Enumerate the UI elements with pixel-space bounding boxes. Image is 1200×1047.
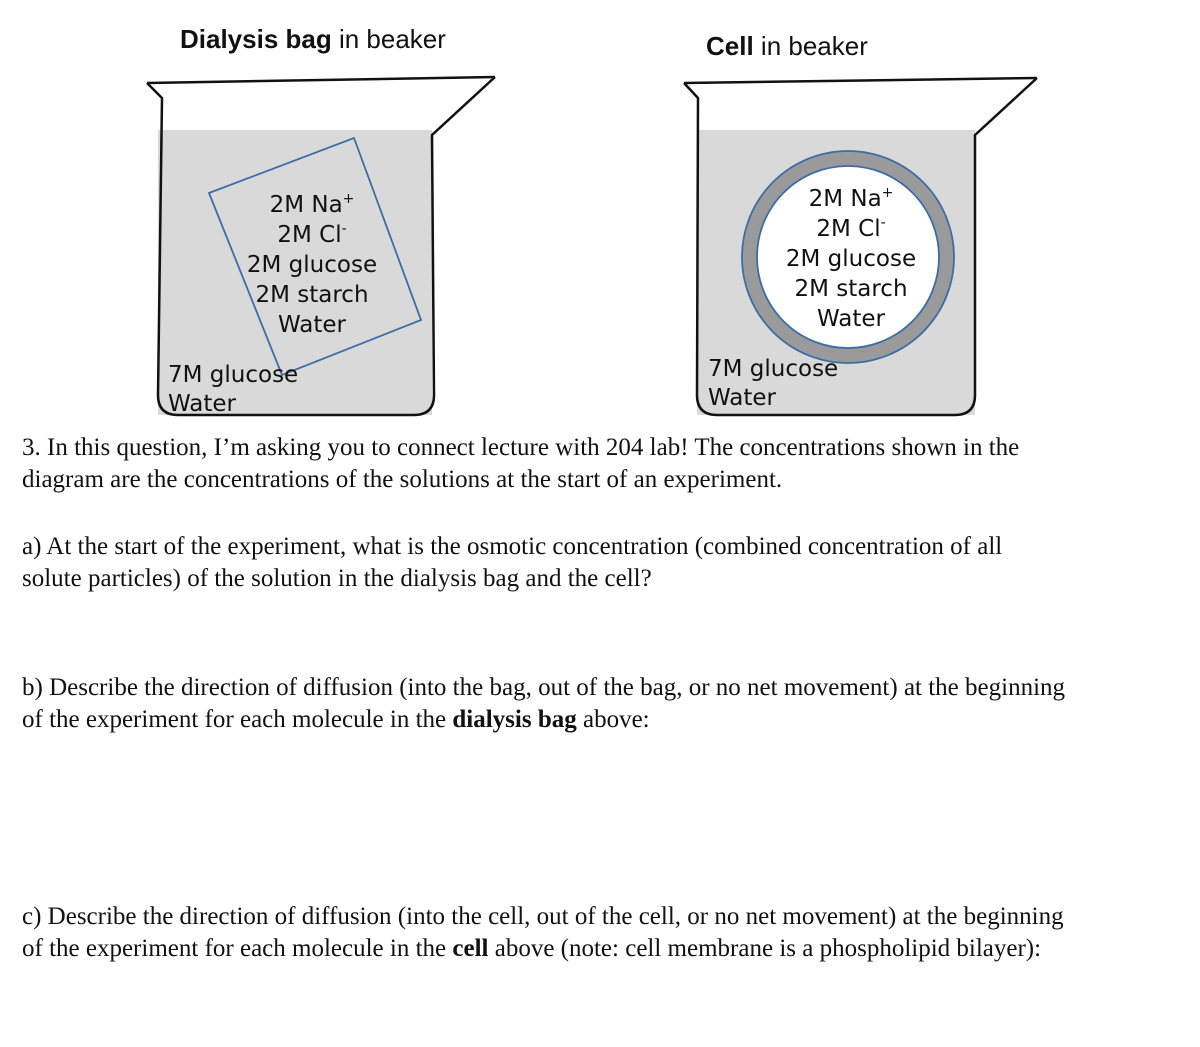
left-beaker-solute-label: 7M glucose bbox=[168, 362, 299, 388]
part-b-line: of the experiment for each molecule in the dialysis bag above: bbox=[22, 706, 650, 733]
right-beaker-water-label: Water bbox=[708, 385, 776, 411]
right-beaker-solute-label: 7M glucose bbox=[708, 356, 839, 382]
beaker-diagram bbox=[0, 0, 1200, 430]
right-diagram-title: Cell in beaker bbox=[706, 31, 868, 61]
cell-content-line: 2M Cl- bbox=[816, 215, 886, 242]
question-part-b bbox=[22, 672, 1182, 736]
bag-content-line: 2M starch bbox=[255, 282, 369, 308]
bag-content-line: 2M Na+ bbox=[269, 191, 355, 218]
left-diagram-title: Dialysis bag in beaker bbox=[180, 24, 446, 54]
part-b-emphasis: dialysis bag bbox=[452, 706, 577, 733]
question-part-c bbox=[22, 901, 1182, 965]
part-a-line: a) At the start of the experiment, what is the osmotic concentration (combined concentration of all bbox=[22, 533, 1003, 560]
part-c-emphasis: cell bbox=[452, 935, 489, 962]
bag-content-line: 2M Cl- bbox=[277, 221, 347, 248]
part-a-line: solute particles) of the solution in the dialysis bag and the cell? bbox=[22, 565, 652, 592]
right-beaker-rim bbox=[684, 78, 1037, 83]
question-part-a bbox=[22, 531, 1182, 595]
left-beaker-water-label: Water bbox=[168, 391, 236, 417]
question-intro-line: diagram are the concentrations of the solutions at the start of an experiment. bbox=[22, 466, 783, 493]
cell-content-line: 2M Na+ bbox=[808, 185, 894, 212]
bag-content-line: 2M glucose bbox=[246, 252, 378, 278]
part-b-line: b) Describe the direction of diffusion (into the bag, out of the bag, or no net movement) at the beginning bbox=[22, 674, 1066, 701]
bag-content-line: Water bbox=[278, 312, 346, 338]
cell-content-line: Water bbox=[817, 306, 885, 332]
question-intro bbox=[22, 432, 1182, 496]
cell-content-line: 2M starch bbox=[794, 276, 908, 302]
cell-content-line: 2M glucose bbox=[785, 246, 917, 272]
left-beaker-rim bbox=[147, 77, 495, 83]
question-intro-line: 3. In this question, I’m asking you to connect lecture with 204 lab! The concentrations shown in the bbox=[22, 434, 1020, 461]
part-c-line: of the experiment for each molecule in the cell above (note: cell membrane is a phospholipid bilayer): bbox=[22, 935, 1042, 962]
part-c-line: c) Describe the direction of diffusion (into the cell, out of the cell, or no net movement) at the beginning bbox=[22, 903, 1064, 930]
